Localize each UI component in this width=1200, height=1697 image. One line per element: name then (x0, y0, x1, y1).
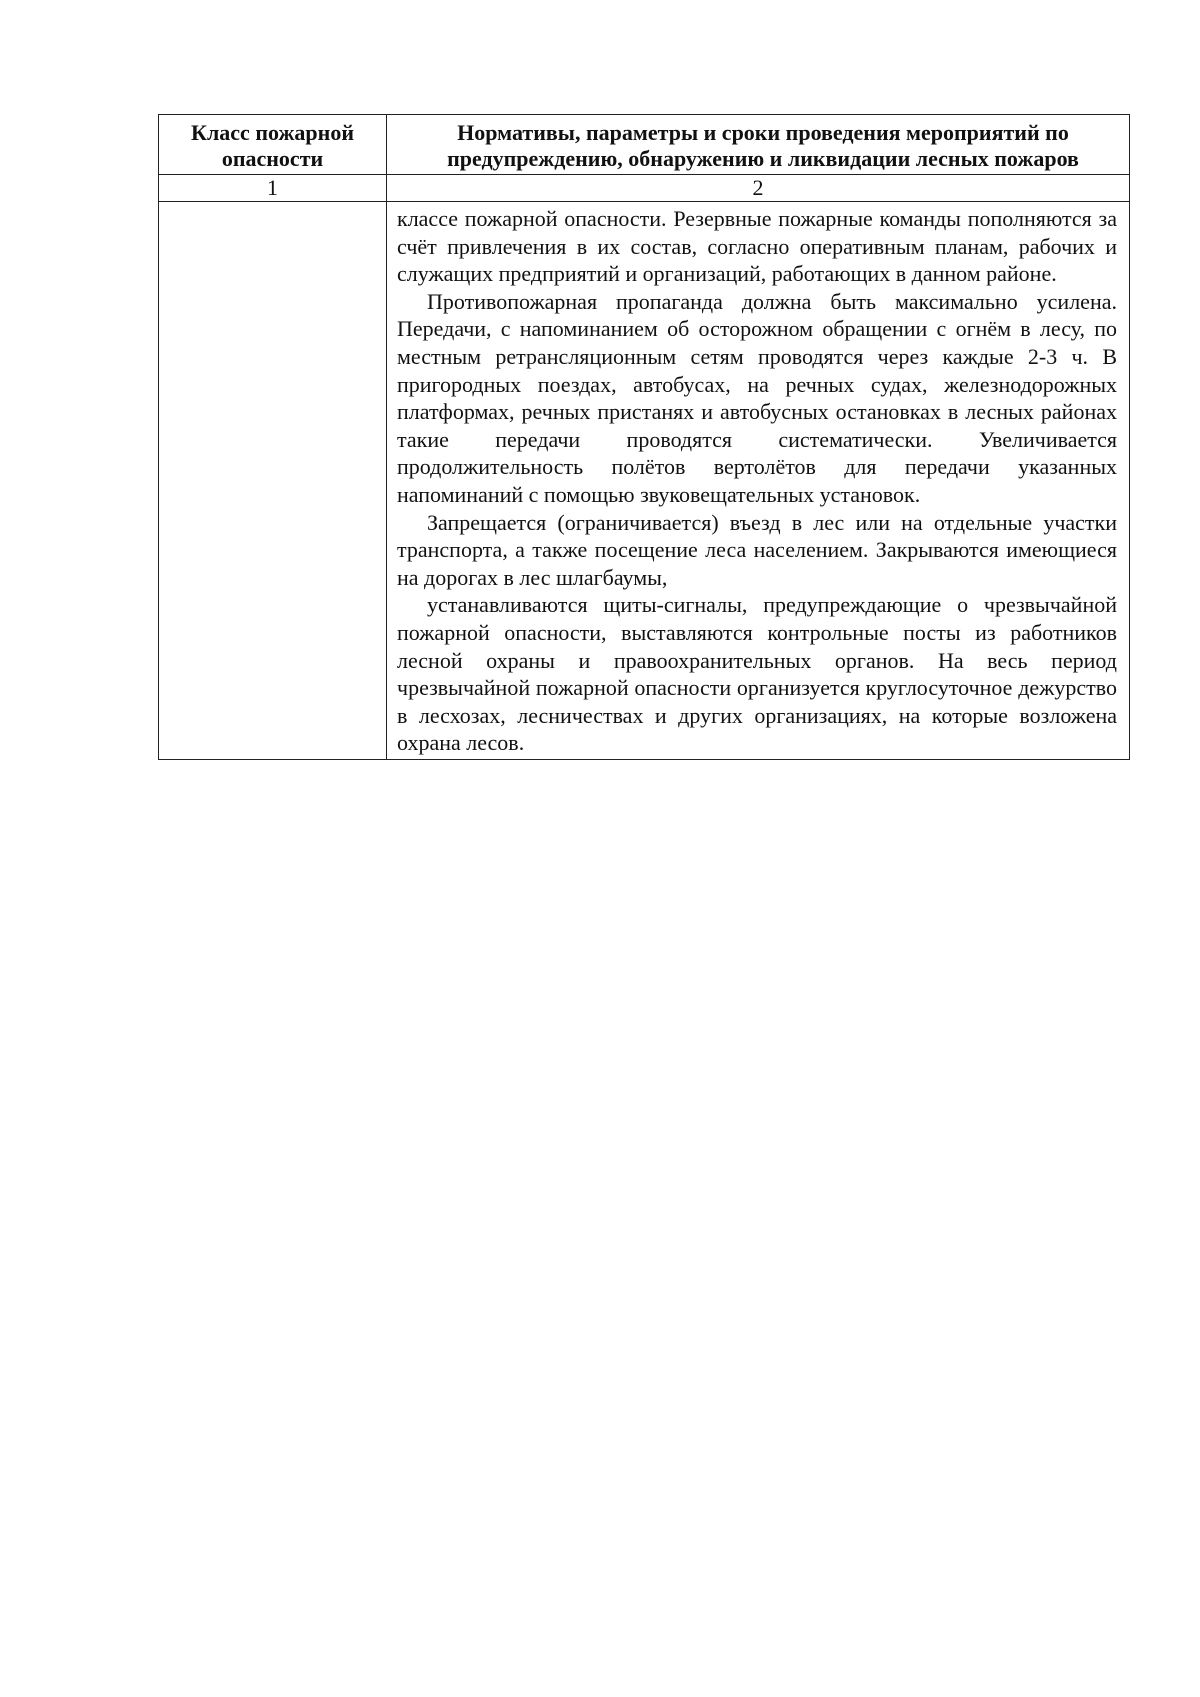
header-norms: Нормативы, параметры и сроки проведения мероприятий по предупреждению, обнаружению и ликвидации лесных пожаров (387, 115, 1130, 175)
column-number-row (159, 175, 1130, 202)
fire-class-cell (159, 202, 387, 760)
table-row (159, 202, 1130, 760)
column-number-1: 1 (159, 175, 387, 202)
measures-cell (387, 202, 1130, 760)
table-header-row (159, 115, 1130, 175)
column-number-2: 2 (387, 175, 1130, 202)
paragraph-propaganda: Противопожарная пропаганда должна быть максимально усилена. Передачи, с напоминанием об осторожном обращении с огнём в лесу, по местным ретрансляционным сетям проводятся через каждые 2-3 ч. В пригородных поездах, автобусах, на речных судах, железнодорожных платформах, речных пристанях и автобусных остановках в лесных районах такие передачи проводятся систематически. Увеличивается продолжительность полётов вертолётов для передачи указанных напоминаний с помощью звуковещательных установок. (397, 288, 1117, 507)
paragraph-reserve-teams: классе пожарной опасности. Резервные пожарные команды пополняются за счёт привлечения в их состав, согласно оперативным планам, рабочих и служащих предприятий и организаций, работающих в данном районе. (397, 206, 1117, 287)
paragraph-warning-signs: устанавливаются щиты-сигналы, предупреждающие о чрезвычайной пожарной опасности, выставляются контрольные посты из работников лесной охраны и правоохранительных органов. На весь период чрезвычайной пожарной опасности организуется круглосуточное дежурство в лесхозах, лесничествах и других организациях, на которые возложена охрана лесов. (397, 592, 1117, 756)
fire-danger-table (158, 114, 1130, 760)
header-fire-class: Класс пожарной опасности (159, 115, 387, 175)
paragraph-entry-ban: Запрещается (ограничивается) въезд в лес или на отдельные участки транспорта, а также посещение леса населением. Закрываются имеющиеся на дорогах в лес шлагбаумы, (397, 509, 1117, 590)
